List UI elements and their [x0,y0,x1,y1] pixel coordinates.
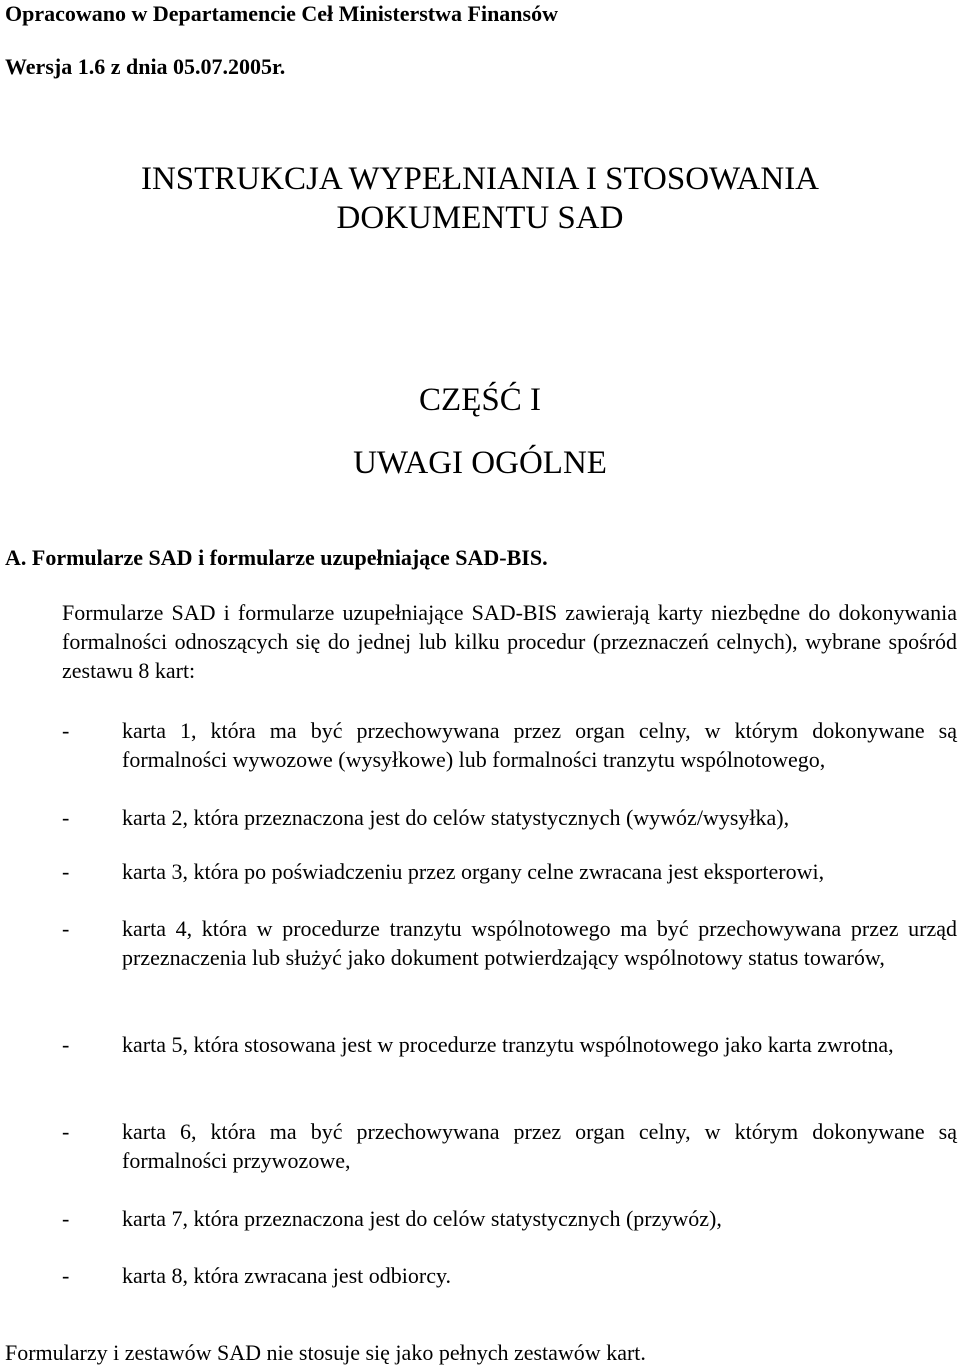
list-item-text: karta 6, która ma być przechowywana przez organ celny, w którym dokonywane są formalności przywozowe, [122,1119,957,1173]
part-number: CZĘŚĆ I [419,382,541,418]
list-item [62,914,957,972]
list-dash: - [62,718,70,743]
list-item [62,1030,957,1059]
list-dash: - [62,1206,70,1231]
list-item [62,1204,957,1233]
document-title-line-1: INSTRUKCJA WYPEŁNIANIA I STOSOWANIA [140,161,820,197]
list-item-text: karta 5, która stosowana jest w procedurze tranzytu wspólnotowego jako karta zwrotna, [122,1032,894,1057]
list-item [62,716,957,774]
list-dash: - [62,805,70,830]
document-title-line-2: DOKUMENTU SAD [336,200,624,236]
version-header: Wersja 1.6 z dnia 05.07.2005r. [5,54,286,79]
list-item [62,1117,957,1175]
list-item-text: karta 4, która w procedurze tranzytu wspólnotowego ma być przechowywana przez urząd przeznaczenia lub służyć jako dokument potwierdzający wspólnotowy status towarów, [122,916,957,970]
list-item [62,803,957,832]
list-dash: - [62,1263,70,1288]
section-a-heading: A. Formularze SAD i formularze uzupełniające SAD-BIS. [5,545,548,570]
list-dash: - [62,1119,70,1144]
list-item-text: karta 7, która przeznaczona jest do celów statystycznych (przywóz), [122,1206,722,1231]
section-a-intro: Formularze SAD i formularze uzupełniające SAD-BIS zawierają karty niezbędne do dokonywania formalności odnoszących się do jednej lub kilku procedur (przeznaczeń celnych), wybrane spośród zestawu 8 kart: [62,600,957,683]
list-item [62,1261,957,1290]
list-item-text: karta 3, która po poświadczeniu przez organy celne zwracana jest eksporterowi, [122,859,825,884]
list-item-text: karta 8, która zwracana jest odbiorcy. [122,1263,452,1288]
list-dash: - [62,859,70,884]
list-item-text: karta 2, która przeznaczona jest do celów statystycznych (wywóz/wysyłka), [122,805,790,830]
department-header: Opracowano w Departamencie Ceł Ministerstwa Finansów [5,1,558,26]
list-dash: - [62,1032,70,1057]
list-dash: - [62,916,70,941]
list-item-text: karta 1, która ma być przechowywana przez organ celny, w którym dokonywane są formalności wywozowe (wysyłkowe) lub formalności tranzytu wspólnotowego, [122,718,957,772]
closing-note: Formularzy i zestawów SAD nie stosuje się jako pełnych zestawów kart. [5,1340,646,1365]
list-item [62,857,957,886]
part-name: UWAGI OGÓLNE [353,445,607,481]
